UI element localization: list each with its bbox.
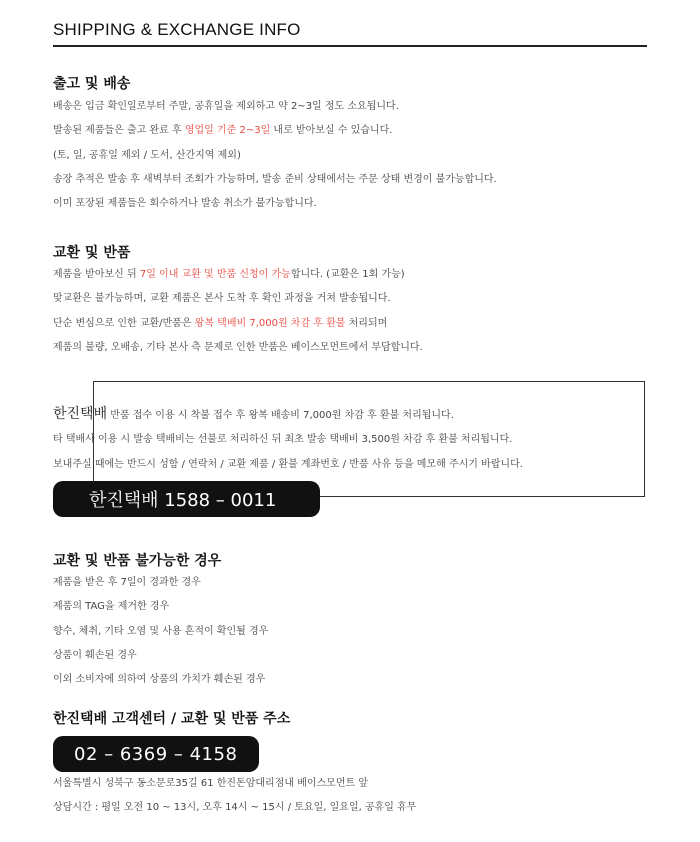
exchange-title: 교환 및 반품 [53,245,131,261]
not-allowed-item: 이외 소비자에 의하여 상품의 가치가 훼손된 경우 [53,674,266,686]
shipping-title: 출고 및 배송 [53,76,131,92]
address-title: 한진택배 고객센터 / 교환 및 반품 주소 [53,711,291,727]
exchange-line-3-post: 처리되며 [345,317,388,329]
courier-line-2: 타 택배사 이용 시 발송 택배비는 선불로 처리하신 뒤 최초 발송 택배비 3,500원 차감 후 환불 처리됩니다. [53,434,513,446]
customer-center-phone-badge: 02 – 6369 – 4158 [53,736,259,772]
exchange-line-3-highlight: 왕복 택배비 7,000원 차감 후 환불 [194,317,346,329]
exchange-section [53,243,653,360]
not-allowed-section [53,551,653,692]
shipping-line-1: 배송은 입금 확인일로부터 주말, 공휴일을 제외하고 약 2~3일 정도 소요됩니다. [53,101,399,112]
shipping-section [53,74,653,216]
exchange-line-4: 제품의 불량, 오배송, 기타 본사 측 문제로 인한 반품은 베이스모먼트에서 부담합니다. [53,341,423,353]
courier-line-3: 보내주실 때에는 반드시 성함 / 연락처 / 교환 제품 / 환불 계좌번호 / 반품 사유 등을 메모해 주시기 바랍니다. [53,458,523,470]
shipping-line-3: (토, 일, 공휴일 제외 / 도서, 산간지역 제외) [53,149,241,161]
not-allowed-item: 향수, 체취, 기타 오염 및 사용 흔적이 확인될 경우 [53,625,269,637]
courier-brand: 한진택배 [53,406,108,422]
courier-phone-badge: 한진택배 1588 – 0011 [53,481,320,517]
page-title: SHIPPING & EXCHANGE INFO [53,20,301,39]
exchange-line-1 [53,263,653,287]
address-line-1: 서울특별시 성북구 동소문로35길 61 한진돈암대리점내 베이스모먼트 앞 [53,778,369,789]
shipping-line-2-highlight: 영업일 기준 2~3일 [184,125,271,137]
exchange-line-2: 맞교환은 불가능하며, 교환 제품은 본사 도착 후 확인 과정을 거쳐 발송됩니다. [53,293,391,305]
shipping-line-4: 송장 추적은 발송 후 새벽부터 조회가 가능하며, 발송 준비 상태에서는 주문 상태 변경이 불가능합니다. [53,173,497,185]
shipping-line-2-post: 내로 받아보실 수 있습니다. [270,125,393,137]
courier-line-1-text: 반품 접수 이용 시 착불 접수 후 왕복 배송비 7,000원 차감 후 환불 처리됩니다. [107,410,454,421]
shipping-line-2 [53,119,653,143]
exchange-line-1-pre: 제품을 받아보신 뒤 [53,269,140,280]
exchange-line-3-pre: 단순 변심으로 인한 교환/반품은 [53,317,195,329]
courier-info-text [53,402,523,477]
not-allowed-item: 상품이 훼손된 경우 [53,649,137,661]
courier-line-1 [53,402,523,428]
exchange-line-1-highlight: 7일 이내 교환 및 반품 신청이 가능 [139,269,291,280]
not-allowed-item: 제품을 받은 후 7일이 경과한 경우 [53,577,201,588]
title-divider [53,45,647,47]
address-lines [53,772,653,821]
shipping-line-2-pre: 발송된 제품들은 출고 완료 후 [53,125,185,137]
not-allowed-item: 제품의 TAG을 제거한 경우 [53,601,170,613]
shipping-line-5: 이미 포장된 제품들은 회수하거나 발송 취소가 불가능합니다. [53,198,317,210]
address-section [53,709,653,729]
address-line-2: 상담시간 : 평일 오전 10 ~ 13시, 오후 14시 ~ 15시 / 토요일, 일요일, 공휴일 휴무 [53,802,417,814]
exchange-line-1-post: 합니다. (교환은 1회 가능) [290,269,405,280]
exchange-line-3 [53,312,653,336]
not-allowed-title: 교환 및 반품 불가능한 경우 [53,553,222,569]
